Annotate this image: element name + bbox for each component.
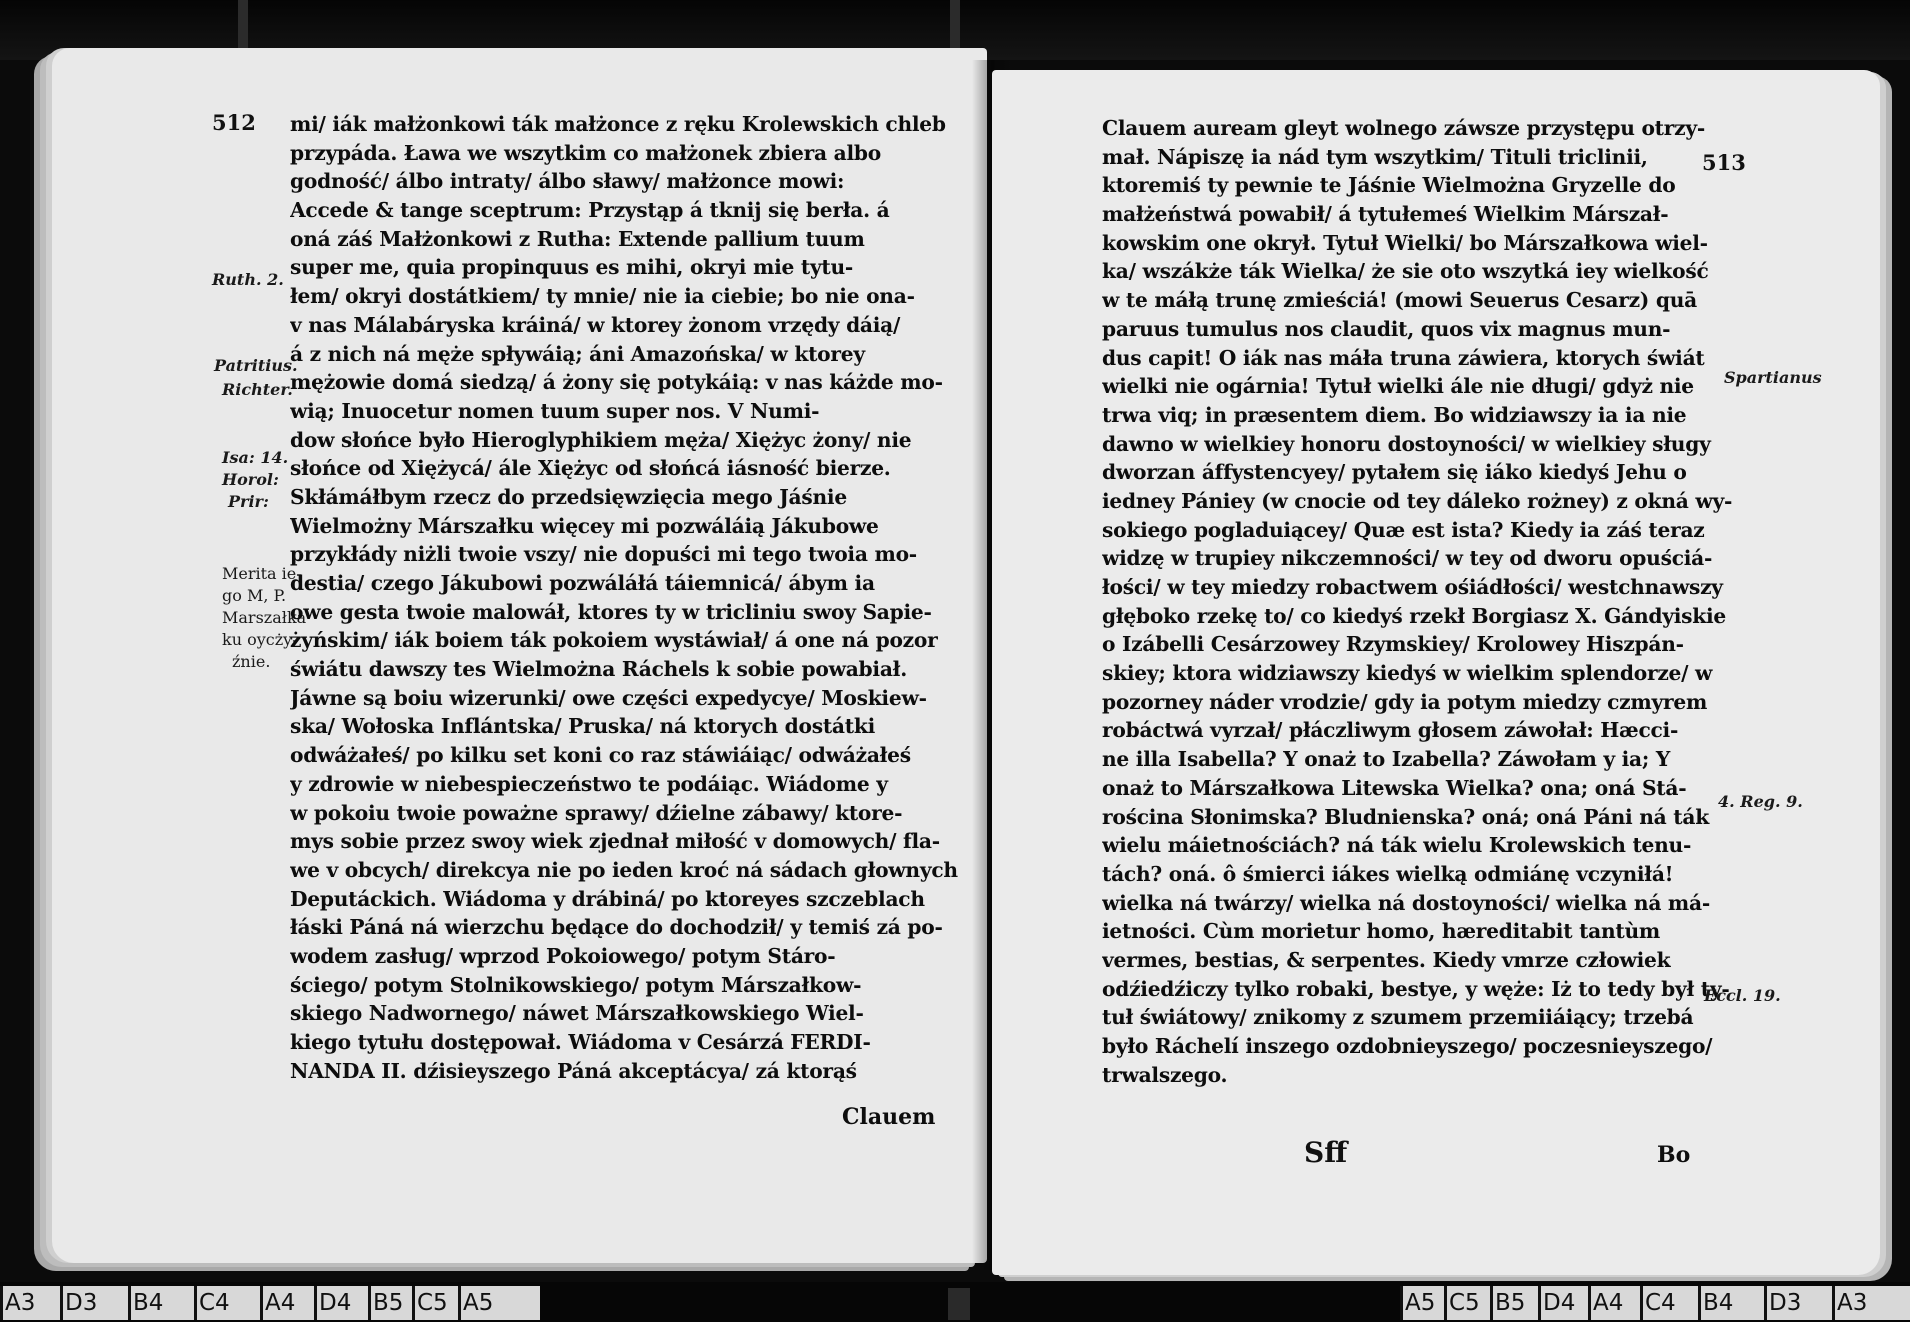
margin-note: Prir: xyxy=(228,492,269,511)
text-line: á z nich ná męże spływáią; áni Amazońska/ w ktorey xyxy=(290,341,865,366)
target-cell: A4 xyxy=(1588,1286,1640,1320)
target-cell: C5 xyxy=(1444,1286,1490,1320)
text-line: w te máłą trunę zmieściá! (mowi Seuerus Cesarz) quā xyxy=(1102,288,1698,313)
left-body-text xyxy=(290,110,970,1085)
text-line: w pokoiu twoie poważne sprawy/ dźielne zábawy/ ktore- xyxy=(290,800,903,825)
text-line: skiey; ktora widziawszy kiedyś w wielkim splendorze/ w xyxy=(1102,661,1713,686)
text-line: głęboko rzekę to/ co kiedyś rzekł Borgiasz X. Gándyiskie xyxy=(1102,603,1727,628)
target-cell: B5 xyxy=(1490,1286,1538,1320)
text-line: łáski Páná ná wierzchu będące do dochodził/ y temiś zá po- xyxy=(290,915,943,940)
text-line: kowskim one okrył. Tytuł Wielki/ bo Márszałkowa wiel- xyxy=(1102,230,1708,255)
target-cell: D4 xyxy=(314,1286,368,1320)
margin-note: Horol: xyxy=(222,470,279,489)
margin-note: Isa: 14. xyxy=(222,448,289,467)
text-line: robáctwá vyrzał/ płáczliwym głosem záwołał: Hæcci- xyxy=(1102,718,1679,743)
text-line: tách? oná. ô śmierci iákes wielką odmiánę vczyniłá! xyxy=(1102,861,1674,886)
text-line: mys sobie przez swoy wiek zjednał miłość v domowych/ fla- xyxy=(290,829,940,854)
text-line: żyńskim/ iák boiem ták pokoiem wystáwiał/ á one ná pozor xyxy=(290,628,938,653)
text-line: dworzan áffystencyey/ pytałem się iáko kiedyś Jehu o xyxy=(1102,460,1687,485)
right-catchword: Bo xyxy=(1657,1142,1691,1168)
text-line: we v obcych/ direkcya nie po ieden kroć ná sádach głownych xyxy=(290,857,958,882)
text-line: ktoremiś ty pewnie te Jáśnie Wielmożna Gryzelle do xyxy=(1102,173,1676,198)
target-cell: B5 xyxy=(368,1286,412,1320)
text-line: małżeństwá powabił/ á tytułemeś Wielkim Márszał- xyxy=(1102,202,1669,227)
text-line: NANDA II. dźisieyszego Páná akceptácya/ zá ktorąś xyxy=(290,1058,857,1083)
text-line: skiego Nadwornego/ náwet Márszałkowskiego Wiel- xyxy=(290,1001,864,1026)
page-number-left: 512 xyxy=(212,110,256,135)
margin-note: Spartianus xyxy=(1724,368,1822,387)
color-target-strip-right xyxy=(1400,1286,1910,1320)
text-line: oná záś Małżonkowi z Rutha: Extende pallium tuum xyxy=(290,226,865,251)
margin-note: go M, P. xyxy=(222,586,287,605)
margin-note: Ruth. 2. xyxy=(212,270,284,289)
target-cell: D3 xyxy=(60,1286,128,1320)
text-line: przykłády niżli twoie vszy/ nie dopuści mi tego twoia mo- xyxy=(290,542,917,567)
text-line: godność/ álbo intraty/ álbo sławy/ małżonce mowi: xyxy=(290,169,845,194)
target-cell: D4 xyxy=(1538,1286,1588,1320)
text-line: Accede & tange sceptrum: Przystąp á tknij się berła. á xyxy=(290,198,890,223)
target-cell: B4 xyxy=(1698,1286,1764,1320)
signature-mark: Sff xyxy=(1304,1136,1348,1169)
text-line: odwáżałeś/ po kilku set koni co raz stáwiáiąc/ odwáżałeś xyxy=(290,743,911,768)
text-line: wią; Inuocetur nomen tuum super nos. V Numi- xyxy=(290,398,820,423)
text-line: ietności. Cùm morietur homo, hæreditabit tantùm xyxy=(1102,919,1661,944)
text-line: destia/ czego Jákubowi pozwáláłá táiemnicá/ ábym ia xyxy=(290,571,875,595)
margin-note: Patritius. xyxy=(214,356,298,375)
left-catchword: Clauem xyxy=(842,1104,936,1130)
target-cell: A5 xyxy=(458,1286,540,1320)
text-line: trwa viq; in præsentem diem. Bo widziawszy ia ia nie xyxy=(1102,402,1687,427)
text-line: paruus tumulus nos claudit, quos vix magnus mun- xyxy=(1102,316,1671,341)
text-line: ściego/ potym Stolnikowskiego/ potym Márszałkow- xyxy=(290,972,862,997)
margin-note: ku oycży- xyxy=(222,630,298,649)
text-line: dawno w wielkiey honoru dostoyności/ w wielkiey sługy xyxy=(1102,431,1711,456)
margin-note: Marszałka xyxy=(222,608,307,627)
text-line: mał. Nápiszę ia nád tym wszytkim/ Tituli triclinii, xyxy=(1102,144,1648,169)
text-line: słońce od Xiężycá/ ále Xiężyc od słońcá iásność bierze. xyxy=(290,456,891,481)
text-line: było Ráchelí inszego ozdobnieyszego/ poczesnieyszego/ xyxy=(1102,1034,1713,1058)
text-line: tuł świátowy/ znikomy z szumem przemiiáiący; trzebá xyxy=(1102,1005,1694,1030)
margin-note: 4. Reg. 9. xyxy=(1718,792,1803,811)
text-line: łem/ okryi dostátkiem/ ty mnie/ nie ia ciebie; bo nie ona- xyxy=(290,284,915,309)
target-cell: D3 xyxy=(1764,1286,1832,1320)
text-line: ne illa Isabella? Y onaż to Izabella? Záwołam y ia; Y xyxy=(1102,747,1671,772)
page-number-right: 513 xyxy=(1702,150,1746,175)
text-line: trwalszego. xyxy=(1102,1062,1228,1087)
text-line: pozorney náder vrodzie/ gdy ia potym miedzy czmyrem xyxy=(1102,689,1708,714)
target-cell: A4 xyxy=(260,1286,314,1320)
text-line: ka/ wszákże ták Wielka/ że sie oto wszytká iey wielkość xyxy=(1102,259,1709,284)
text-line: Deputáckich. Wiádoma y drábiná/ po ktoreyes szczeblach xyxy=(290,886,925,911)
text-line: Wielmożny Márszałku więcey mi pozwáláią Jákubowe xyxy=(290,513,879,538)
text-line: Skłámáłbym rzecz do przedsięwzięcia mego Jáśnie xyxy=(290,484,847,509)
text-line: super me, quia propinquus es mihi, okryi mie tytu- xyxy=(290,255,854,280)
target-cell: A5 xyxy=(1400,1286,1444,1320)
text-line: łości/ w tey miedzy robactwem ośiádłości/ westchnawszy xyxy=(1102,575,1723,599)
text-line: dow słońce było Hieroglyphikiem męża/ Xiężyc żony/ nie xyxy=(290,427,912,452)
target-cell: A3 xyxy=(0,1286,60,1320)
text-line: kiego tytułu dostępował. Wiádoma v Cesárzá FERDI- xyxy=(290,1030,871,1054)
text-line: widzę w trupiey nikczemności/ w tey od dworu opuściá- xyxy=(1102,546,1713,571)
margin-note: źnie. xyxy=(232,652,271,671)
text-line: y zdrowie w niebespieczeństwo te podáiąc. Wiádome y xyxy=(290,771,888,796)
text-line: mi/ iák małżonkowi ták małżonce z ręku Krolewskich chleb xyxy=(290,112,946,136)
text-line: wodem zasług/ wprzod Pokoiowego/ potym Stáro- xyxy=(290,943,836,968)
text-line: odźiedźiczy tylko robaki, bestye, y węże: Iż to tedy był ty- xyxy=(1102,976,1730,1001)
text-line: owe gesta twoie malowáł, ktores ty w tricliniu swoy Sapie- xyxy=(290,599,932,624)
text-line: Jáwne są boiu wizerunki/ owe części expedycye/ Moskiew- xyxy=(290,685,927,710)
text-line: Clauem auream gleyt wolnego záwsze przystępu otrzy- xyxy=(1102,116,1705,140)
text-line: onaż to Márszałkowa Litewska Wielka? ona; oná Stá- xyxy=(1102,775,1687,800)
margin-note: Eccl. 19. xyxy=(1704,986,1781,1005)
open-book xyxy=(52,40,1892,1270)
text-line: przypáda. Ława we wszytkim co małżonek zbiera albo xyxy=(290,140,881,165)
right-body-text xyxy=(1102,114,1742,1089)
text-line: iedney Pániey (w cnocie od tey dáleko rożney) z okná wy- xyxy=(1102,488,1733,513)
strip-center-mark xyxy=(948,1288,970,1320)
text-line: wielu máietnościách? ná ták wielu Krolewskich tenu- xyxy=(1102,833,1692,858)
margin-note: Merita ie- xyxy=(222,564,302,583)
text-line: v nas Málabáryska kráiná/ w ktorey żonom vrzędy dáią/ xyxy=(290,312,901,337)
text-line: dus capit! O iák nas máła truna záwiera, ktorych świát xyxy=(1102,345,1705,370)
text-line: świátu dawszy tes Wielmożna Ráchels k sobie powabiał. xyxy=(290,657,907,682)
right-page xyxy=(992,70,1880,1275)
text-line: mężowie domá siedzą/ á żony się potykáią: v nas káżde mo- xyxy=(290,370,943,395)
target-cell: C5 xyxy=(412,1286,458,1320)
target-cell: C4 xyxy=(1640,1286,1698,1320)
text-line: sokiego pogladuiącey/ Quæ est ista? Kiedy ia záś teraz xyxy=(1102,517,1705,542)
text-line: ska/ Wołoska Inflántska/ Pruska/ ná ktorych dostátki xyxy=(290,714,875,739)
margin-note: Richter. xyxy=(222,380,293,399)
target-cell: B4 xyxy=(128,1286,194,1320)
text-line: wielki nie ogárnia! Tytuł wielki ále nie długi/ gdyż nie xyxy=(1102,374,1694,399)
target-cell: A3 xyxy=(1832,1286,1910,1320)
text-line: wielka ná twárzy/ wielka ná dostoyności/ wielka ná má- xyxy=(1102,890,1710,915)
color-target-strip-left xyxy=(0,1286,540,1320)
text-line: vermes, bestias, & serpentes. Kiedy vmrze człowiek xyxy=(1102,947,1671,972)
target-cell: C4 xyxy=(194,1286,260,1320)
text-line: o Izábelli Cesárzowey Rzymskiey/ Krolowey Hiszpán- xyxy=(1102,632,1684,657)
left-page xyxy=(52,48,987,1263)
text-line: rościna Słonimska? Bludnienska? oná; oná Páni ná ták xyxy=(1102,804,1709,829)
